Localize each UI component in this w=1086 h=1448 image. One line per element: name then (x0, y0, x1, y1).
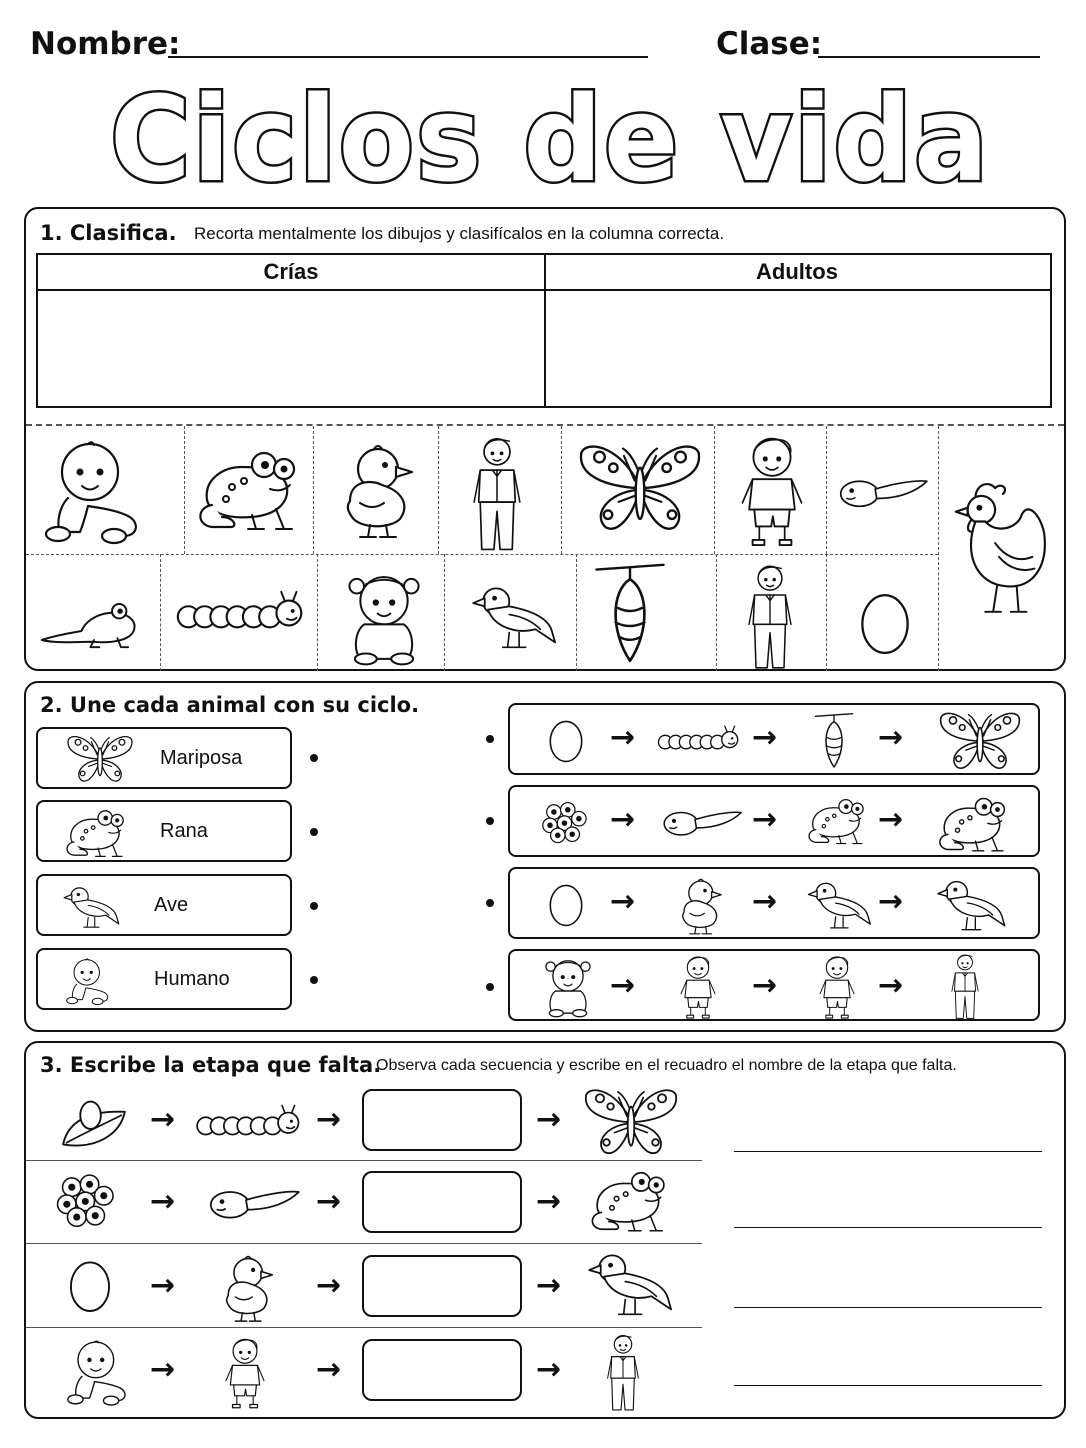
cycle-bird (508, 867, 1040, 939)
animal-name: Mariposa (160, 747, 243, 769)
man-icon (598, 1331, 648, 1413)
section-missing-stage (24, 1041, 1066, 1419)
column-header-adultos: Adultos (544, 255, 1050, 291)
arrow-icon: → (878, 968, 904, 1003)
egg-icon (544, 715, 588, 765)
butterfly-icon[interactable] (576, 438, 704, 538)
egg-icon (64, 1253, 116, 1317)
man-icon[interactable] (462, 432, 532, 554)
arrow-icon: → (610, 802, 636, 837)
frog-icon (934, 793, 1010, 855)
chick-icon[interactable] (330, 434, 420, 544)
baby-icon (538, 955, 598, 1019)
cycle-frog (508, 785, 1040, 857)
boy-face-icon (64, 954, 114, 1008)
match-dot-right[interactable] (486, 983, 494, 991)
arrow-icon: → (752, 884, 778, 919)
frog-icon[interactable] (192, 440, 302, 540)
crias-drop-zone[interactable] (38, 291, 544, 406)
baby-icon (64, 1335, 134, 1409)
tadpole-icon (660, 803, 744, 843)
section3-instruction: Observa cada secuencia y escribe en el recuadro el nombre de la etapa que falta. (376, 1057, 957, 1074)
section2-title: 2. Une cada animal con su ciclo. (40, 693, 420, 717)
arrow-icon: → (536, 1184, 562, 1219)
arrow-icon: → (752, 802, 778, 837)
butterfly-icon (582, 1085, 680, 1159)
arrow-icon: → (316, 1268, 342, 1303)
boy-icon[interactable] (734, 430, 810, 552)
arrow-icon: → (150, 1184, 176, 1219)
section1-title: 1. Clasifica. (40, 221, 177, 245)
section-classify (24, 207, 1066, 671)
bird-icon (586, 1245, 676, 1323)
animal-name: Rana (160, 820, 208, 842)
arrow-icon: → (878, 884, 904, 919)
answer-line[interactable] (734, 1307, 1042, 1308)
arrow-icon: → (536, 1102, 562, 1137)
egg-icon (544, 879, 588, 929)
cycle-butterfly (508, 703, 1040, 775)
column-header-crias: Crías (38, 255, 544, 291)
arrow-icon: → (316, 1184, 342, 1219)
arrow-icon: → (610, 968, 636, 1003)
frog-icon (586, 1165, 670, 1237)
arrow-icon: → (150, 1352, 176, 1387)
missing-stage-box[interactable] (362, 1171, 522, 1233)
classification-table (36, 253, 1052, 408)
arrow-icon: → (878, 720, 904, 755)
boy-icon (220, 1335, 270, 1411)
arrow-icon: → (610, 884, 636, 919)
class-label: Clase: (716, 26, 823, 62)
froglet-icon[interactable] (40, 594, 148, 650)
chick-icon (214, 1251, 278, 1323)
animal-name: Ave (154, 894, 189, 916)
match-dot-left[interactable] (310, 902, 318, 910)
boy-icon (676, 953, 720, 1021)
frog-eggs-icon (54, 1169, 118, 1231)
man-icon[interactable] (738, 560, 802, 672)
cycle-human (508, 949, 1040, 1021)
bird-icon (806, 875, 874, 935)
baby-icon[interactable] (40, 436, 150, 546)
frog-icon (62, 806, 128, 860)
chrysalis-icon (814, 711, 854, 771)
leaf-egg-icon (56, 1093, 132, 1153)
man-icon (942, 951, 988, 1021)
tadpole-icon (206, 1181, 302, 1227)
arrow-icon: → (878, 802, 904, 837)
missing-stage-box[interactable] (362, 1339, 522, 1401)
caterpillar-icon (656, 719, 742, 759)
animal-card-humano[interactable] (36, 948, 292, 1010)
animal-card-rana[interactable] (36, 800, 292, 862)
chick-icon (672, 875, 726, 935)
title-text: Ciclos de vida (110, 72, 990, 202)
chrysalis-icon[interactable] (594, 560, 666, 668)
section-match (24, 681, 1066, 1032)
cutout-grid (26, 424, 1064, 671)
bird-icon (62, 880, 122, 934)
match-dot-right[interactable] (486, 735, 494, 743)
section1-instruction: Recorta mentalmente los dibujos y clasifícalos en la columna correcta. (194, 224, 725, 243)
name-input-line[interactable] (168, 56, 648, 58)
adultos-drop-zone[interactable] (546, 291, 1050, 406)
class-input-line[interactable] (818, 56, 1040, 58)
froglet-icon (804, 795, 868, 847)
arrow-icon: → (536, 1268, 562, 1303)
animal-card-ave[interactable] (36, 874, 292, 936)
match-dot-right[interactable] (486, 899, 494, 907)
page-title (100, 72, 1000, 202)
caterpillar-icon (194, 1099, 304, 1145)
bird-icon (934, 875, 1010, 935)
animal-card-mariposa[interactable] (36, 727, 292, 789)
frog-eggs-icon (540, 797, 590, 847)
bird-icon[interactable] (470, 574, 560, 660)
arrow-icon: → (150, 1268, 176, 1303)
arrow-icon: → (752, 720, 778, 755)
arrow-icon: → (610, 720, 636, 755)
name-label: Nombre: (30, 26, 181, 62)
caterpillar-icon[interactable] (174, 586, 308, 638)
match-dot-left[interactable] (310, 754, 318, 762)
answer-line[interactable] (734, 1227, 1042, 1228)
section3-title: 3. Escribe la etapa que falta. (40, 1053, 382, 1077)
egg-icon[interactable] (852, 586, 918, 658)
arrow-icon: → (316, 1352, 342, 1387)
butterfly-icon (62, 733, 138, 785)
match-dot-left[interactable] (310, 828, 318, 836)
arrow-icon: → (752, 968, 778, 1003)
missing-stage-box[interactable] (362, 1089, 522, 1151)
match-dot-right[interactable] (486, 817, 494, 825)
arrow-icon: → (316, 1102, 342, 1137)
hen-icon[interactable] (946, 474, 1054, 622)
answer-line[interactable] (734, 1151, 1042, 1152)
girl-baby-icon[interactable] (338, 568, 430, 668)
missing-stage-box[interactable] (362, 1255, 522, 1317)
tadpole-icon[interactable] (836, 470, 930, 516)
arrow-icon: → (536, 1352, 562, 1387)
arrow-icon: → (150, 1102, 176, 1137)
answer-line[interactable] (734, 1385, 1042, 1386)
butterfly-icon (934, 709, 1026, 773)
teen-icon (810, 953, 864, 1021)
animal-name: Humano (154, 968, 230, 990)
match-dot-left[interactable] (310, 976, 318, 984)
